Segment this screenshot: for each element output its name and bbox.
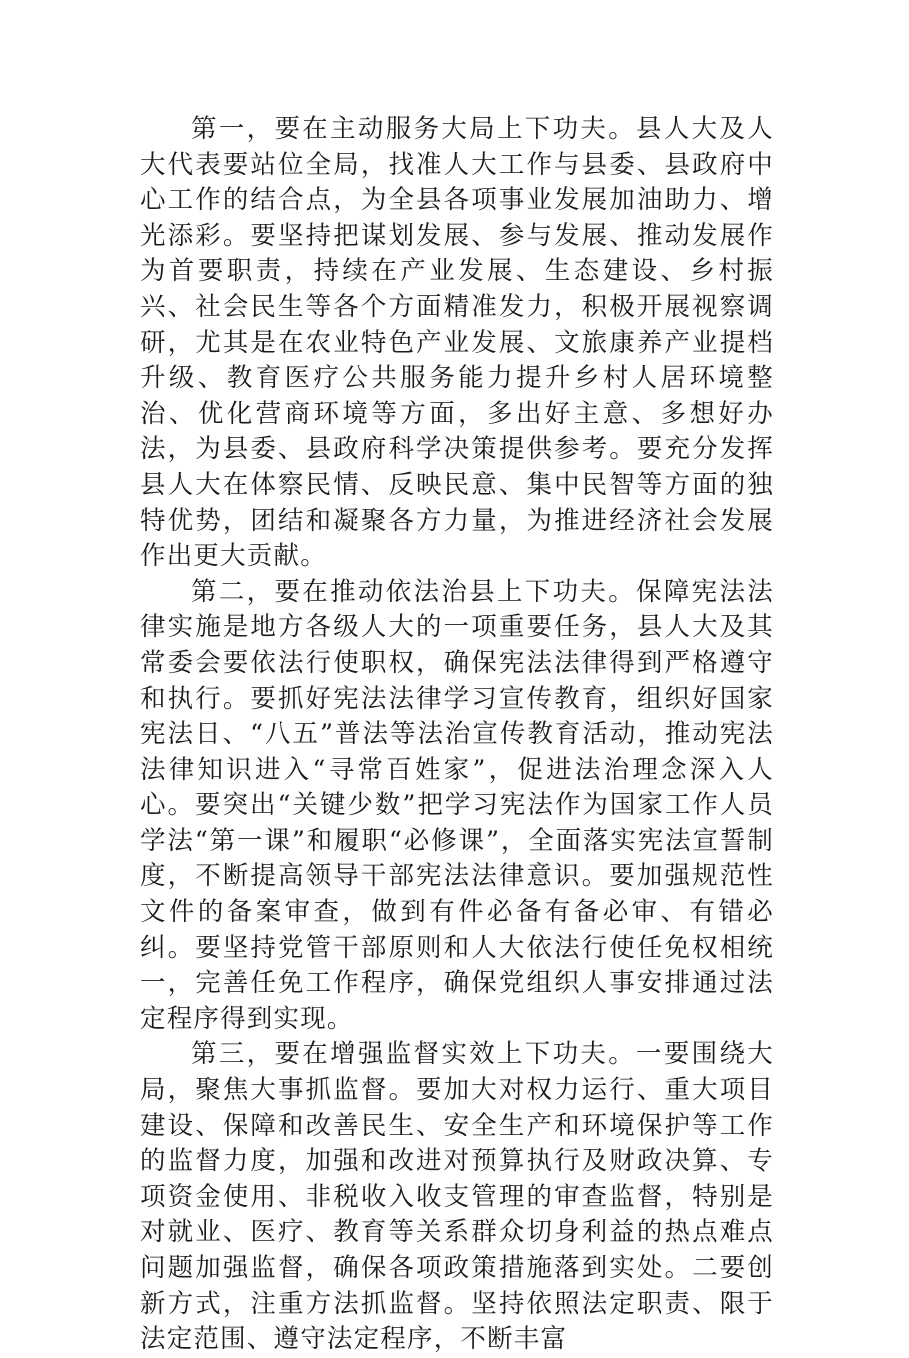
paragraph-3: 第三，要在增强监督实效上下功夫。一要围绕大局，聚焦大事抓监督。要加大对权力运行、重大项目建设、保障和改善民生、安全生产和环境保护等工作的监督力度，加强和改进对预算执行及财政决算、专项资金使用、非税收入收支管理的审查监督，特别是对就业、医疗、教育等关系群众切身利益的热点难点问题加强监督，确保各项政策措施落到实处。二要创新方式，注重方法抓监督。坚持依照法定职责、限于法定范围、遵守法定程序，不断丰富 xyxy=(140,1039,774,1355)
paragraph-1: 第一，要在主动服务大局上下功夫。县人大及人大代表要站位全局，找准人大工作与县委、县政府中心工作的结合点，为全县各项事业发展加油助力、增光添彩。要坚持把谋划发展、参与发展、推动发展作为首要职责，持续在产业发展、生态建设、乡村振兴、社会民生等各个方面精准发力，积极开展视察调研，尤其是在农业特色产业发展、文旅康养产业提档升级、教育医疗公共服务能力提升乡村人居环境整治、优化营商环境等方面，多出好主意、多想好办法，为县委、县政府科学决策提供参考。要充分发挥县人大在体察民情、反映民意、集中民智等方面的独特优势，团结和凝聚各方力量，为推进经济社会发展作出更大贡献。 xyxy=(140,114,774,572)
paragraph-2: 第二，要在推动依法治县上下功夫。保障宪法法律实施是地方各级人大的一项重要任务，县人大及其常委会要依法行使职权，确保宪法法律得到严格遵守和执行。要抓好宪法法律学习宣传教育，组织好国家宪法日、“八五”普法等法治宣传教育活动，推动宪法法律知识进入“寻常百姓家”，促进法治理念深入人心。要突出“关键少数”把学习宪法作为国家工作人员学法“第一课”和履职“必修课”，全面落实宪法宣誓制度，不断提高领导干部宪法法律意识。要加强规范性文件的备案审查，做到有件必备有备必审、有错必纠。要坚持党管干部原则和人大依法行使任免权相统一，完善任免工作程序，确保党组织人事安排通过法定程序得到实现。 xyxy=(140,576,774,1034)
